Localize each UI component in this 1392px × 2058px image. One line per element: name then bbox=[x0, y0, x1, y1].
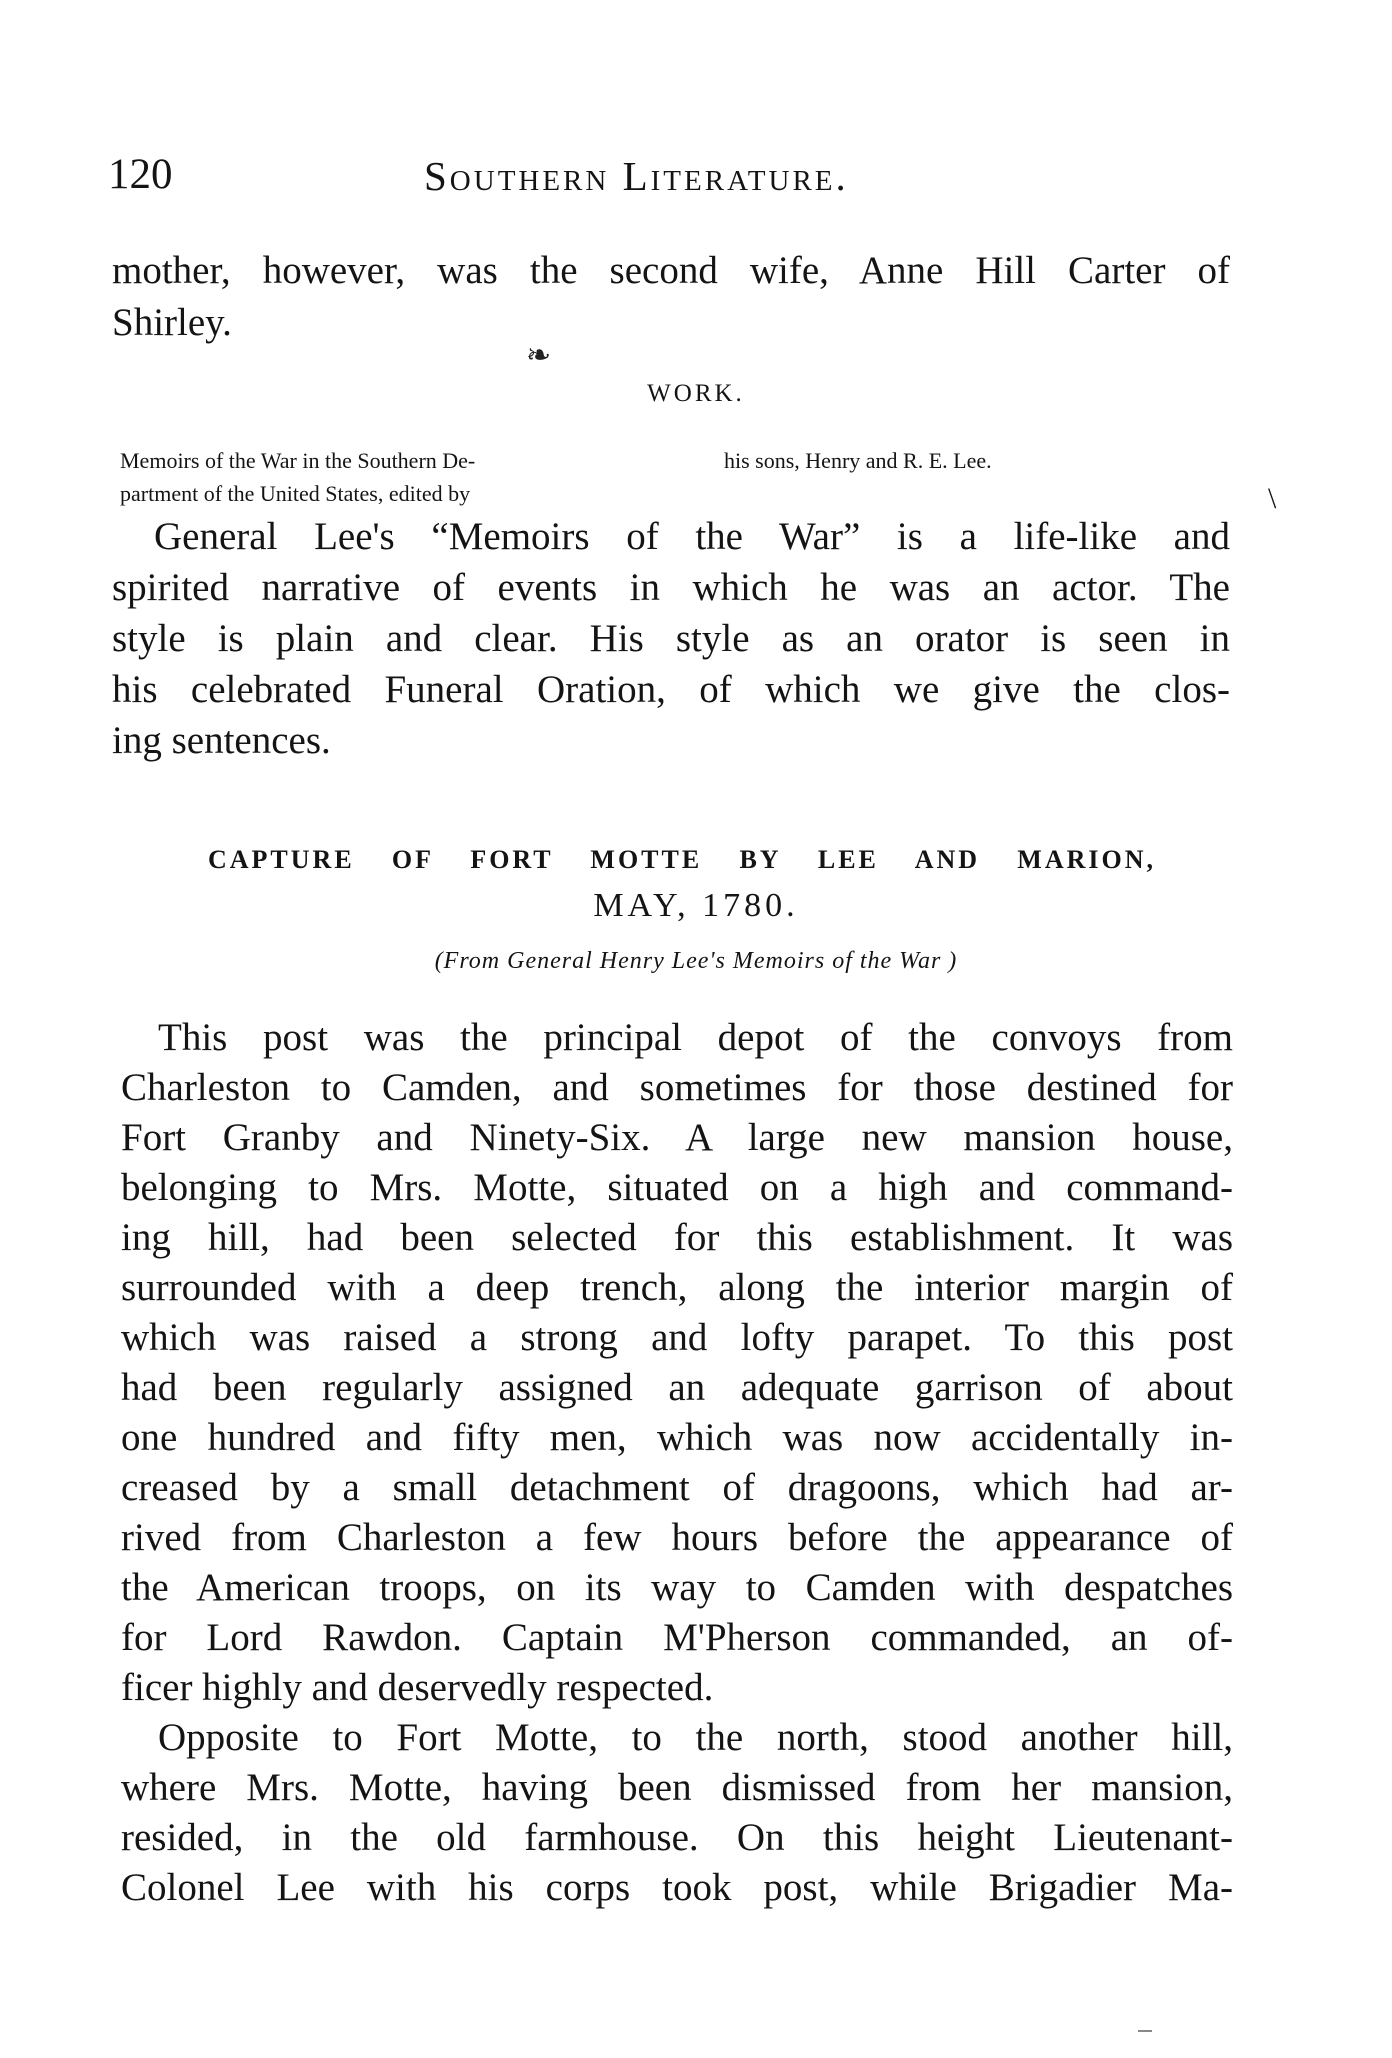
work-right-column: his sons, Henry and R. E. Lee. bbox=[724, 448, 992, 473]
paragraph-line: where Mrs. Motte, having been dismissed from her mansion, bbox=[121, 1766, 1233, 1809]
work-left-line-1: Memoirs of the War in the Southern De- bbox=[120, 448, 476, 473]
stray-tick-mark bbox=[1138, 2030, 1152, 2032]
paragraph-line: Charleston to Camden, and sometimes for those destined for bbox=[121, 1066, 1233, 1109]
commentary-line: his celebrated Funeral Oration, of which we give the clos- bbox=[112, 668, 1230, 711]
paragraph-line: Colonel Lee with his corps took post, while Brigadier Ma- bbox=[121, 1866, 1233, 1909]
section-date: MAY, 1780. bbox=[593, 887, 799, 924]
paragraph-line: the American troops, on its way to Camden with despatches bbox=[121, 1566, 1233, 1609]
paragraph-line: Fort Granby and Ninety-Six. A large new mansion house, bbox=[121, 1116, 1233, 1159]
section-title: CAPTURE OF FORT MOTTE BY LEE AND MARION, bbox=[208, 845, 1156, 874]
paragraph-line: resided, in the old farmhouse. On this height Lieutenant- bbox=[121, 1816, 1233, 1859]
paragraph-line: This post was the principal depot of the convoys from bbox=[158, 1016, 1233, 1059]
intro-line-1: mother, however, was the second wife, Anne Hill Carter of bbox=[112, 249, 1230, 292]
page-number: 120 bbox=[108, 151, 173, 198]
stray-mark: ❧ bbox=[526, 339, 552, 372]
paragraph-line: ficer highly and deservedly respected. bbox=[121, 1666, 714, 1709]
paragraph-line: rived from Charleston a few hours before the appearance of bbox=[121, 1516, 1233, 1559]
source-note: (From General Henry Lee's Memoirs of the War ) bbox=[434, 948, 958, 974]
work-heading: WORK. bbox=[647, 380, 745, 407]
paragraph-line: one hundred and fifty men, which was now accidentally in- bbox=[121, 1416, 1233, 1459]
commentary-line: ing sentences. bbox=[112, 719, 331, 762]
paragraph-line: ing hill, had been selected for this establishment. It was bbox=[121, 1216, 1233, 1259]
paragraph-line: surrounded with a deep trench, along the interior margin of bbox=[121, 1266, 1233, 1309]
paragraph-line: belonging to Mrs. Motte, situated on a high and command- bbox=[121, 1166, 1233, 1209]
paragraph-line: Opposite to Fort Motte, to the north, stood another hill, bbox=[158, 1716, 1233, 1759]
work-left-line-2: partment of the United States, edited by bbox=[120, 481, 471, 506]
paragraph-line: which was raised a strong and lofty parapet. To this post bbox=[121, 1316, 1233, 1359]
paragraph-line: had been regularly assigned an adequate garrison of about bbox=[121, 1366, 1233, 1409]
paragraph-line: for Lord Rawdon. Captain M'Pherson commanded, an of- bbox=[121, 1616, 1233, 1659]
work-left-column bbox=[120, 444, 475, 510]
commentary-line: General Lee's “Memoirs of the War” is a life-like and bbox=[154, 515, 1230, 558]
page-header bbox=[108, 150, 1238, 210]
paragraph-line: creased by a small detachment of dragoons, which had ar- bbox=[121, 1466, 1233, 1509]
commentary-line: style is plain and clear. His style as an orator is seen in bbox=[112, 617, 1230, 660]
running-title: Southern Literature. bbox=[424, 153, 849, 199]
commentary-line: spirited narrative of events in which he was an actor. The bbox=[112, 566, 1230, 609]
stray-mark: \ bbox=[1268, 482, 1277, 515]
intro-line-2: Shirley. bbox=[112, 301, 232, 344]
